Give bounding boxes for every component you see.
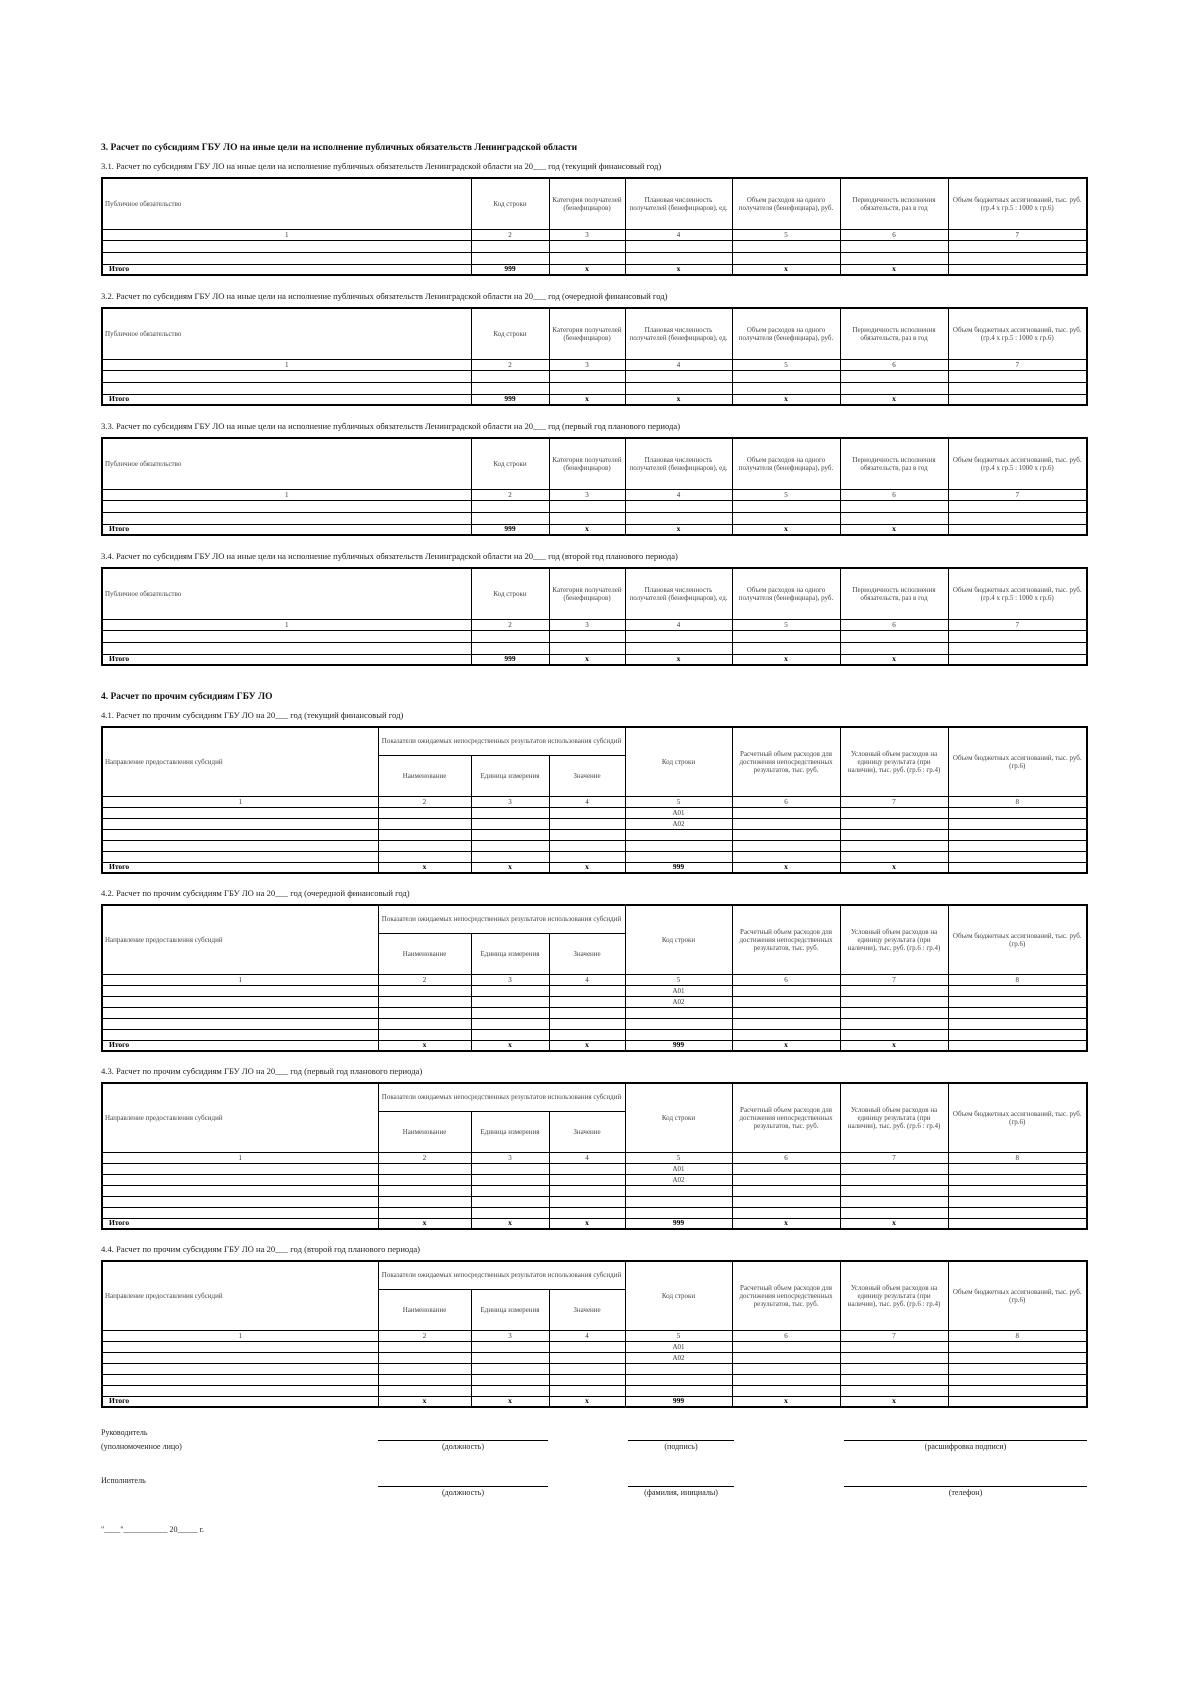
col-cond-volume: Условный объем расходов на единицу результата (при наличии), тыс. руб. (гр.6 : гр.4) bbox=[840, 1083, 948, 1152]
col-number: 4 bbox=[549, 1152, 625, 1163]
col-indicator-unit: Единица измерения bbox=[471, 755, 549, 796]
col-recipient-category: Категория получателей (бенефициаров) bbox=[549, 568, 625, 619]
section-4-title: 4. Расчет по прочим субсидиям ГБУ ЛО bbox=[101, 692, 273, 702]
subsection-3-4-title: 3.4. Расчет по субсидиям ГБУ ЛО на иные цели на исполнение публичных обязательств Ленинградской области на 20___ год (второй год планового периода) bbox=[101, 551, 678, 561]
col-indicator-name: Наименование bbox=[378, 1111, 471, 1152]
col-cost-per-recipient: Объем расходов на одного получателя (бенефициара), руб. bbox=[732, 308, 840, 359]
col-budget-volume: Объем бюджетных ассигнований, тыс. руб. (гр.4 х гр.5 : 1000 х гр.6) bbox=[948, 568, 1087, 619]
table-row bbox=[102, 807, 1087, 818]
col-indicator-name: Наименование bbox=[378, 1289, 471, 1330]
col-number: 4 bbox=[625, 489, 732, 500]
table-row bbox=[102, 1341, 1087, 1352]
col-public-obligation: Публичное обязательство bbox=[102, 568, 471, 619]
col-calc-volume: Расчетный объем расходов для достижения непосредственных результатов, тыс. руб. bbox=[732, 1083, 840, 1152]
col-row-code: Код строки bbox=[625, 1083, 732, 1152]
col-cond-volume: Условный объем расходов на единицу результата (при наличии), тыс. руб. (гр.6 : гр.4) bbox=[840, 727, 948, 796]
table-3-2 bbox=[101, 307, 1088, 406]
empty-row bbox=[102, 840, 1087, 851]
col-number: 1 bbox=[102, 359, 471, 370]
executor-phone-line[interactable] bbox=[844, 1486, 1087, 1487]
col-number: 3 bbox=[471, 796, 549, 807]
col-number: 6 bbox=[732, 796, 840, 807]
col-number: 4 bbox=[625, 359, 732, 370]
executor-name-caption: (фамилия, инициалы) bbox=[644, 1488, 718, 1497]
table-3-3 bbox=[101, 437, 1088, 536]
col-number: 8 bbox=[948, 974, 1087, 985]
total-row: Итого x x x 999 x x bbox=[102, 1218, 1087, 1229]
table-row bbox=[102, 1174, 1087, 1185]
empty-row bbox=[102, 1185, 1087, 1196]
col-number: 1 bbox=[102, 796, 378, 807]
col-planned-count: Плановая численность получателей (бенефициаров), ед. bbox=[625, 308, 732, 359]
col-indicators-group: Показатели ожидаемых непосредственных результатов использования субсидий bbox=[378, 727, 625, 755]
subsection-3-2-title: 3.2. Расчет по субсидиям ГБУ ЛО на иные цели на исполнение публичных обязательств Ленинградской области на 20___ год (очередной финансовый год) bbox=[101, 291, 668, 301]
table-row bbox=[102, 985, 1087, 996]
head-position-caption: (должность) bbox=[442, 1442, 484, 1451]
col-recipient-category: Категория получателей (бенефициаров) bbox=[549, 438, 625, 489]
col-calc-volume: Расчетный объем расходов для достижения непосредственных результатов, тыс. руб. bbox=[732, 905, 840, 974]
col-number: 4 bbox=[625, 229, 732, 240]
col-row-code: Код строки bbox=[471, 178, 549, 229]
row-code-a02: А02 bbox=[625, 996, 732, 1007]
subsection-3-1-title: 3.1. Расчет по субсидиям ГБУ ЛО на иные цели на исполнение публичных обязательств Ленинградской области на 20___ год (текущий финансовый год) bbox=[101, 161, 662, 171]
col-budget-volume: Объем бюджетных ассигнований, тыс. руб. (гр.6) bbox=[948, 1261, 1087, 1330]
empty-row bbox=[102, 1363, 1087, 1374]
subsection-4-3-title: 4.3. Расчет по прочим субсидиям ГБУ ЛО на 20___ год (первый год планового периода) bbox=[101, 1066, 423, 1076]
col-number: 3 bbox=[549, 229, 625, 240]
head-decoding-line[interactable] bbox=[844, 1440, 1087, 1441]
col-number: 7 bbox=[840, 1330, 948, 1341]
col-recipient-category: Категория получателей (бенефициаров) bbox=[549, 178, 625, 229]
executor-phone-caption: (телефон) bbox=[948, 1488, 983, 1497]
empty-row bbox=[102, 252, 1087, 264]
col-budget-volume: Объем бюджетных ассигнований, тыс. руб. (гр.6) bbox=[948, 1083, 1087, 1152]
table-row bbox=[102, 996, 1087, 1007]
row-code-a01: А01 bbox=[625, 807, 732, 818]
row-code-a01: А01 bbox=[625, 1163, 732, 1174]
col-number: 3 bbox=[471, 1330, 549, 1341]
col-number: 6 bbox=[840, 489, 948, 500]
col-number: 7 bbox=[948, 619, 1087, 630]
col-number: 1 bbox=[102, 1152, 378, 1163]
col-number: 1 bbox=[102, 1330, 378, 1341]
total-row: Итого 999 x x x x bbox=[102, 264, 1087, 275]
col-number: 5 bbox=[625, 974, 732, 985]
col-public-obligation: Публичное обязательство bbox=[102, 308, 471, 359]
total-row: Итого 999 x x x x bbox=[102, 524, 1087, 535]
row-code-a01: А01 bbox=[625, 1341, 732, 1352]
row-code-a02: А02 bbox=[625, 818, 732, 829]
col-row-code: Код строки bbox=[471, 308, 549, 359]
table-row bbox=[102, 818, 1087, 829]
col-number: 4 bbox=[549, 1330, 625, 1341]
col-number: 2 bbox=[471, 619, 549, 630]
empty-row bbox=[102, 1196, 1087, 1207]
empty-row bbox=[102, 630, 1087, 642]
empty-row bbox=[102, 1385, 1087, 1396]
col-number: 1 bbox=[102, 974, 378, 985]
col-number: 8 bbox=[948, 1152, 1087, 1163]
col-number: 2 bbox=[378, 1152, 471, 1163]
col-number: 3 bbox=[549, 619, 625, 630]
head-decoding-caption: (расшифровка подписи) bbox=[924, 1442, 1007, 1451]
col-row-code: Код строки bbox=[625, 727, 732, 796]
col-number: 2 bbox=[471, 489, 549, 500]
col-indicator-value: Значение bbox=[549, 1111, 625, 1152]
col-cond-volume: Условный объем расходов на единицу результата (при наличии), тыс. руб. (гр.6 : гр.4) bbox=[840, 905, 948, 974]
col-number: 7 bbox=[948, 359, 1087, 370]
col-public-obligation: Публичное обязательство bbox=[102, 438, 471, 489]
col-recipient-category: Категория получателей (бенефициаров) bbox=[549, 308, 625, 359]
total-row: Итого x x x 999 x x bbox=[102, 1396, 1087, 1407]
col-number: 6 bbox=[840, 229, 948, 240]
head-label: Руководитель bbox=[101, 1428, 148, 1437]
col-number: 5 bbox=[625, 796, 732, 807]
table-4-2 bbox=[101, 904, 1088, 1052]
table-row bbox=[102, 1352, 1087, 1363]
col-number: 6 bbox=[732, 974, 840, 985]
col-indicators-group: Показатели ожидаемых непосредственных результатов использования субсидий bbox=[378, 1083, 625, 1111]
col-direction: Направление предоставления субсидий bbox=[102, 1083, 378, 1152]
col-budget-volume: Объем бюджетных ассигнований, тыс. руб. (гр.6) bbox=[948, 727, 1087, 796]
head-signature-caption: (подпись) bbox=[664, 1442, 698, 1451]
col-indicator-value: Значение bbox=[549, 933, 625, 974]
section-3-title: 3. Расчет по субсидиям ГБУ ЛО на иные цели на исполнение публичных обязательств Ленинградской области bbox=[101, 143, 578, 153]
empty-row bbox=[102, 240, 1087, 252]
col-number: 5 bbox=[732, 619, 840, 630]
col-planned-count: Плановая численность получателей (бенефициаров), ед. bbox=[625, 178, 732, 229]
empty-row bbox=[102, 512, 1087, 524]
row-code-a02: А02 bbox=[625, 1352, 732, 1363]
table-3-4 bbox=[101, 567, 1088, 666]
empty-row bbox=[102, 1018, 1087, 1029]
col-number: 3 bbox=[471, 1152, 549, 1163]
executor-position-line[interactable] bbox=[378, 1486, 548, 1487]
col-indicator-unit: Единица измерения bbox=[471, 1111, 549, 1152]
col-number: 8 bbox=[948, 796, 1087, 807]
col-indicators-group: Показатели ожидаемых непосредственных результатов использования субсидий bbox=[378, 905, 625, 933]
col-cost-per-recipient: Объем расходов на одного получателя (бенефициара), руб. bbox=[732, 438, 840, 489]
col-periodicity: Периодичность исполнения обязательств, раз в год bbox=[840, 308, 948, 359]
date-field[interactable]: "____"___________ 20_____ г. bbox=[101, 1525, 204, 1534]
col-number: 2 bbox=[471, 359, 549, 370]
empty-row bbox=[102, 500, 1087, 512]
total-row: Итого x x x 999 x x bbox=[102, 862, 1087, 873]
subsection-4-2-title: 4.2. Расчет по прочим субсидиям ГБУ ЛО на 20___ год (очередной финансовый год) bbox=[101, 888, 410, 898]
col-cost-per-recipient: Объем расходов на одного получателя (бенефициара), руб. bbox=[732, 178, 840, 229]
subsection-4-1-title: 4.1. Расчет по прочим субсидиям ГБУ ЛО на 20___ год (текущий финансовый год) bbox=[101, 710, 404, 720]
executor-label: Исполнитель bbox=[101, 1476, 146, 1485]
col-periodicity: Периодичность исполнения обязательств, раз в год bbox=[840, 178, 948, 229]
table-4-3 bbox=[101, 1082, 1088, 1230]
col-number: 3 bbox=[549, 489, 625, 500]
col-cond-volume: Условный объем расходов на единицу результата (при наличии), тыс. руб. (гр.6 : гр.4) bbox=[840, 1261, 948, 1330]
col-number: 7 bbox=[948, 489, 1087, 500]
table-4-1 bbox=[101, 726, 1088, 874]
total-row: Итого 999 x x x x bbox=[102, 654, 1087, 665]
col-number: 4 bbox=[549, 974, 625, 985]
col-number: 6 bbox=[840, 619, 948, 630]
empty-row bbox=[102, 1374, 1087, 1385]
col-number: 6 bbox=[840, 359, 948, 370]
head-signature-line[interactable] bbox=[628, 1440, 734, 1441]
empty-row bbox=[102, 1007, 1087, 1018]
table-row bbox=[102, 1163, 1087, 1174]
total-row: Итого 999 x x x x bbox=[102, 394, 1087, 405]
col-budget-volume: Объем бюджетных ассигнований, тыс. руб. (гр.4 х гр.5 : 1000 х гр.6) bbox=[948, 308, 1087, 359]
col-number: 3 bbox=[549, 359, 625, 370]
col-indicator-unit: Единица измерения bbox=[471, 1289, 549, 1330]
col-number: 4 bbox=[549, 796, 625, 807]
col-row-code: Код строки bbox=[471, 438, 549, 489]
col-number: 2 bbox=[378, 796, 471, 807]
col-budget-volume: Объем бюджетных ассигнований, тыс. руб. (гр.4 х гр.5 : 1000 х гр.6) bbox=[948, 438, 1087, 489]
col-cost-per-recipient: Объем расходов на одного получателя (бенефициара), руб. bbox=[732, 568, 840, 619]
col-direction: Направление предоставления субсидий bbox=[102, 905, 378, 974]
empty-row bbox=[102, 382, 1087, 394]
col-number: 2 bbox=[471, 229, 549, 240]
col-direction: Направление предоставления субсидий bbox=[102, 727, 378, 796]
executor-position-caption: (должность) bbox=[442, 1488, 484, 1497]
col-number: 6 bbox=[732, 1330, 840, 1341]
col-public-obligation: Публичное обязательство bbox=[102, 178, 471, 229]
col-row-code: Код строки bbox=[625, 1261, 732, 1330]
empty-row bbox=[102, 851, 1087, 862]
col-calc-volume: Расчетный объем расходов для достижения непосредственных результатов, тыс. руб. bbox=[732, 727, 840, 796]
head-label-sub: (уполномоченное лицо) bbox=[101, 1442, 182, 1451]
col-number: 5 bbox=[625, 1152, 732, 1163]
col-number: 7 bbox=[840, 796, 948, 807]
table-4-4 bbox=[101, 1260, 1088, 1408]
col-planned-count: Плановая численность получателей (бенефициаров), ед. bbox=[625, 438, 732, 489]
subsection-3-3-title: 3.3. Расчет по субсидиям ГБУ ЛО на иные цели на исполнение публичных обязательств Ленинградской области на 20___ год (первый год планового периода) bbox=[101, 421, 681, 431]
empty-row bbox=[102, 642, 1087, 654]
col-number: 5 bbox=[732, 229, 840, 240]
empty-row bbox=[102, 1029, 1087, 1040]
col-number: 1 bbox=[102, 489, 471, 500]
col-number: 7 bbox=[840, 974, 948, 985]
empty-row bbox=[102, 829, 1087, 840]
col-number: 8 bbox=[948, 1330, 1087, 1341]
row-code-a01: А01 bbox=[625, 985, 732, 996]
col-number: 5 bbox=[625, 1330, 732, 1341]
col-number: 5 bbox=[732, 489, 840, 500]
col-number: 6 bbox=[732, 1152, 840, 1163]
col-indicator-value: Значение bbox=[549, 1289, 625, 1330]
col-indicators-group: Показатели ожидаемых непосредственных результатов использования субсидий bbox=[378, 1261, 625, 1289]
col-direction: Направление предоставления субсидий bbox=[102, 1261, 378, 1330]
col-row-code: Код строки bbox=[471, 568, 549, 619]
col-indicator-value: Значение bbox=[549, 755, 625, 796]
col-number: 5 bbox=[732, 359, 840, 370]
col-indicator-name: Наименование bbox=[378, 755, 471, 796]
head-position-line[interactable] bbox=[378, 1440, 548, 1441]
row-code-a02: А02 bbox=[625, 1174, 732, 1185]
col-number: 7 bbox=[948, 229, 1087, 240]
col-number: 2 bbox=[378, 1330, 471, 1341]
col-number: 2 bbox=[378, 974, 471, 985]
executor-name-line[interactable] bbox=[628, 1486, 734, 1487]
col-budget-volume: Объем бюджетных ассигнований, тыс. руб. (гр.4 х гр.5 : 1000 х гр.6) bbox=[948, 178, 1087, 229]
subsection-4-4-title: 4.4. Расчет по прочим субсидиям ГБУ ЛО на 20___ год (второй год планового периода) bbox=[101, 1244, 421, 1254]
table-3-1 bbox=[101, 177, 1088, 276]
col-number: 4 bbox=[625, 619, 732, 630]
col-indicator-name: Наименование bbox=[378, 933, 471, 974]
col-indicator-unit: Единица измерения bbox=[471, 933, 549, 974]
total-row: Итого x x x 999 x x bbox=[102, 1040, 1087, 1051]
col-periodicity: Периодичность исполнения обязательств, раз в год bbox=[840, 438, 948, 489]
col-row-code: Код строки bbox=[625, 905, 732, 974]
col-calc-volume: Расчетный объем расходов для достижения непосредственных результатов, тыс. руб. bbox=[732, 1261, 840, 1330]
empty-row bbox=[102, 370, 1087, 382]
col-number: 1 bbox=[102, 229, 471, 240]
col-number: 1 bbox=[102, 619, 471, 630]
col-planned-count: Плановая численность получателей (бенефициаров), ед. bbox=[625, 568, 732, 619]
col-periodicity: Периодичность исполнения обязательств, раз в год bbox=[840, 568, 948, 619]
col-number: 3 bbox=[471, 974, 549, 985]
empty-row bbox=[102, 1207, 1087, 1218]
col-budget-volume: Объем бюджетных ассигнований, тыс. руб. (гр.6) bbox=[948, 905, 1087, 974]
col-number: 7 bbox=[840, 1152, 948, 1163]
